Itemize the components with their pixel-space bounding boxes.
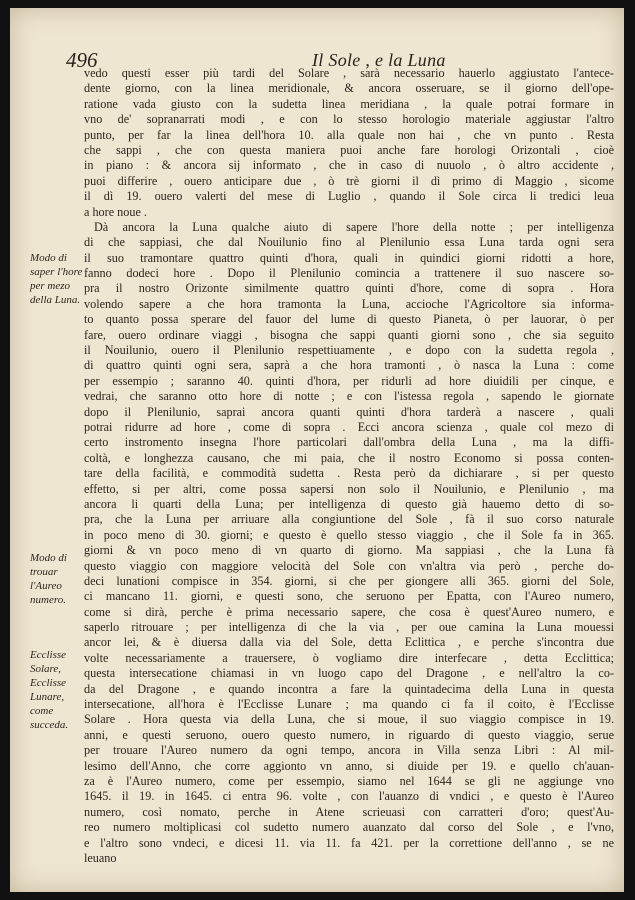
text-line: ci mancano 11. giorni, e questi sono, che seruono per Epatta, con l'Aureo numero, <box>84 589 614 604</box>
text-line: ancora li quarti della Luna; per intelligenza di questo già hauemo detto di so- <box>84 496 614 511</box>
margin-note-moon-hours: Modo di saper l'hore per mezo della Luna. <box>30 252 83 306</box>
text-line: za è l'Aureo numero, come per essempio, siamo nel 1644 se gli ne aggiunge vno <box>84 773 614 788</box>
text-line: il Nouilunio, ouero il Plenilunio respettiuamente , e dopo con la sudetta regola , <box>84 343 614 358</box>
text-line: puoi differire , ouero anticipare due , ò trè giorni il dì primo di Maggio , sicome <box>84 173 614 188</box>
text-line: da del Dragone , e quando incontra a fare la quintadecima della Luna in questa <box>84 681 614 696</box>
paragraph-1 <box>84 66 614 220</box>
text-line: certo instromento insegna l'hore particolari dall'ombra della Luna , ma la diffi- <box>84 435 614 450</box>
paragraph-2 <box>84 220 614 866</box>
text-line: volte necessariamente a trauersere, ò vogliamo dire interfecare , detta Ecclittica; <box>84 650 614 665</box>
page-number: 496 <box>66 48 98 72</box>
text-line: che sappi , che con questa maniera puoi anche fare horologi Orizontali , cioè <box>84 142 614 157</box>
text-line: leuano <box>84 850 117 865</box>
text-line: intersecatione, all'hora è l'Ecclisse Lunare ; ma quando ci fa il coito, è l'Ecclisse <box>84 697 614 712</box>
text-line: reo numero moltiplicasi col sudetto numero auanzato dal corso del Sole , e l'vno, <box>84 820 614 835</box>
margin-note-eclipse: Ecclisse Solare, Ecclisse Lunare, come succeda. <box>30 649 69 731</box>
text-line: a hore noue . <box>84 204 147 219</box>
text-line: questo viaggio con maggiore velocità del Sole con vn'altra via però , perche do- <box>84 558 614 573</box>
running-title: Il Sole , e la Luna <box>312 50 446 70</box>
text-line: questa intersecatione chiamasi in vn luogo capo del Dragone , e nell'altro la co- <box>84 666 614 681</box>
text-line: fare, ouero ordinare viaggi , bisogna che sappi quanti giorni sono , che sia seguito <box>84 327 614 342</box>
text-line: in piano : & ancora sij informato , che in caso di nuuolo , ò altro accidente , <box>84 158 614 173</box>
text-line: in poco meno di 30. giorni; e questo è quello stesso viaggio , che il Sole fa in 365. <box>84 527 614 542</box>
text-line: fanno dodeci hore . Dopo il Plenilunio comincia a trattenere il suo nascere so- <box>84 266 614 281</box>
text-line: vedrai, che saranno otto hore di notte ; e con l'istessa regola , sapendo le giornate <box>84 389 614 404</box>
text-line: effetto, si per altri, come possa sapersi non solo il Nouilunio, e Plenilunio , ma <box>84 481 614 496</box>
text-line: vno de' sopranarrati modi , e con lo stesso horologio materiale aggiustar l'altro <box>84 112 614 127</box>
text-line: saperlo ritrouare ; per intelligenza di che la via , per oue camina la Luna mouessi <box>84 620 614 635</box>
text-line: per trouare l'Aureo numero da ogni tempo, ancora in Villa senza Libri : Al mil- <box>84 743 614 758</box>
text-line: deci lunationi compisce in 354. giorni, si che per giongere alli 365. giorni del Sole, <box>84 573 614 588</box>
text-line: dopo il Plenilunio, saprai ancora quanti quinti d'hora tarderà a nascere , quali <box>84 404 614 419</box>
text-line: e l'altro sono vndeci, e dicesi 11. via 11. fa 421. per la correttione dell'anno , se ne <box>84 835 614 850</box>
text-line: ratione vada giusto con la sudetta linea meridiana , la quale potrai formare in <box>84 96 614 111</box>
text-line: 1645. il 19. in 1645. ci entra 96. volte , con l'auanzo di vndici , e questo è l'Aureo <box>84 789 614 804</box>
text-line: giorni & vn poco meno di vn quarto di giorno. Ma sappiasi , che la Luna fà <box>84 543 614 558</box>
text-line: Dà ancora la Luna qualche aiuto di sapere l'hore della notte ; per intelligenza <box>94 219 614 234</box>
text-line: Solare . Hora questa via della Luna, che si moue, il suo viaggio compisce in 19. <box>84 712 614 727</box>
text-line: lesimo dell'Anno, che corre aggionto vn anno, si diuide per 19. e quello ch'auan- <box>84 758 614 773</box>
text-line: anni, e questi seruono, ouero questo numero, in riguardo di questo viaggio, serue <box>84 727 614 742</box>
text-line: ancor lei, & è diuersa dalla via del Sole, detta Eclittica , e perche s'incontra due <box>84 635 614 650</box>
text-line: pra, che la Luna per arriuare alla congiuntione del Sole , fà il suo corso naturale <box>84 512 614 527</box>
text-line: tare della facilità, e commodità sudetta . Resta però da dichiarare , si per questo <box>84 466 614 481</box>
margin-note-golden-number: Modo di trouar l'Aureo numero. <box>30 552 67 606</box>
text-line: numero, così nomato, perche in Atene scrieuasi con carratteri d'oro; quest'Au- <box>84 804 614 819</box>
text-line: il dì 19. ouero valerti del mese di Luglio , quando il Sole circa li tredici leua <box>84 189 614 204</box>
text-line: dente giorno, con la linea meridionale, & ancora osseruare, se il giorno dell'ope- <box>84 81 614 96</box>
text-line: to quanto possa sperare del fauor del lume di questo Pianeta, ò per lauorar, ò per <box>84 312 614 327</box>
text-line: punto, per far la linea dell'hora 10. alla quale non hai , che vn punto . Resta <box>84 127 614 142</box>
text-line: potrai ridurre ad hore , come di sopra . Ecci ancora scienza , quale col mezo di <box>84 419 614 434</box>
text-line: pra il nostro Orizonte similmente quattro quinti d'hore, come di sopra . Hora <box>84 281 614 296</box>
text-line: di che sappiasi, che dal Nouilunio fino al Plenilunio essa Luna tarda ogni sera <box>84 235 614 250</box>
text-line: il suo tramontare quattro quinti d'hora, quali in quindici giorni ridotti a hore, <box>84 250 614 265</box>
text-line: per essempio ; saranno 40. quinti d'hora, per ridurli ad hore diuidili per cinque, e <box>84 373 614 388</box>
text-line: vedo questi esser più tardi del Solare , sarà necessario hauerlo aggiustato l'antece- <box>84 66 614 80</box>
book-page <box>10 8 624 892</box>
text-line: coltà, e longhezza causano, che mi paia, che il nostro Economo si possa conten- <box>84 450 614 465</box>
text-line: come si dirà, perche è prima necessario sapere, che cosa è quest'Aureo numero, e <box>84 604 614 619</box>
text-line: di quattro quinti ogni sera, saprà a che hora tramonti , ò nasca la Luna : come <box>84 358 614 373</box>
text-line: volendo sapere a che hora tramonta la Luna, accioche l'Agricoltore sia informa- <box>84 296 614 311</box>
body-text <box>84 66 614 866</box>
